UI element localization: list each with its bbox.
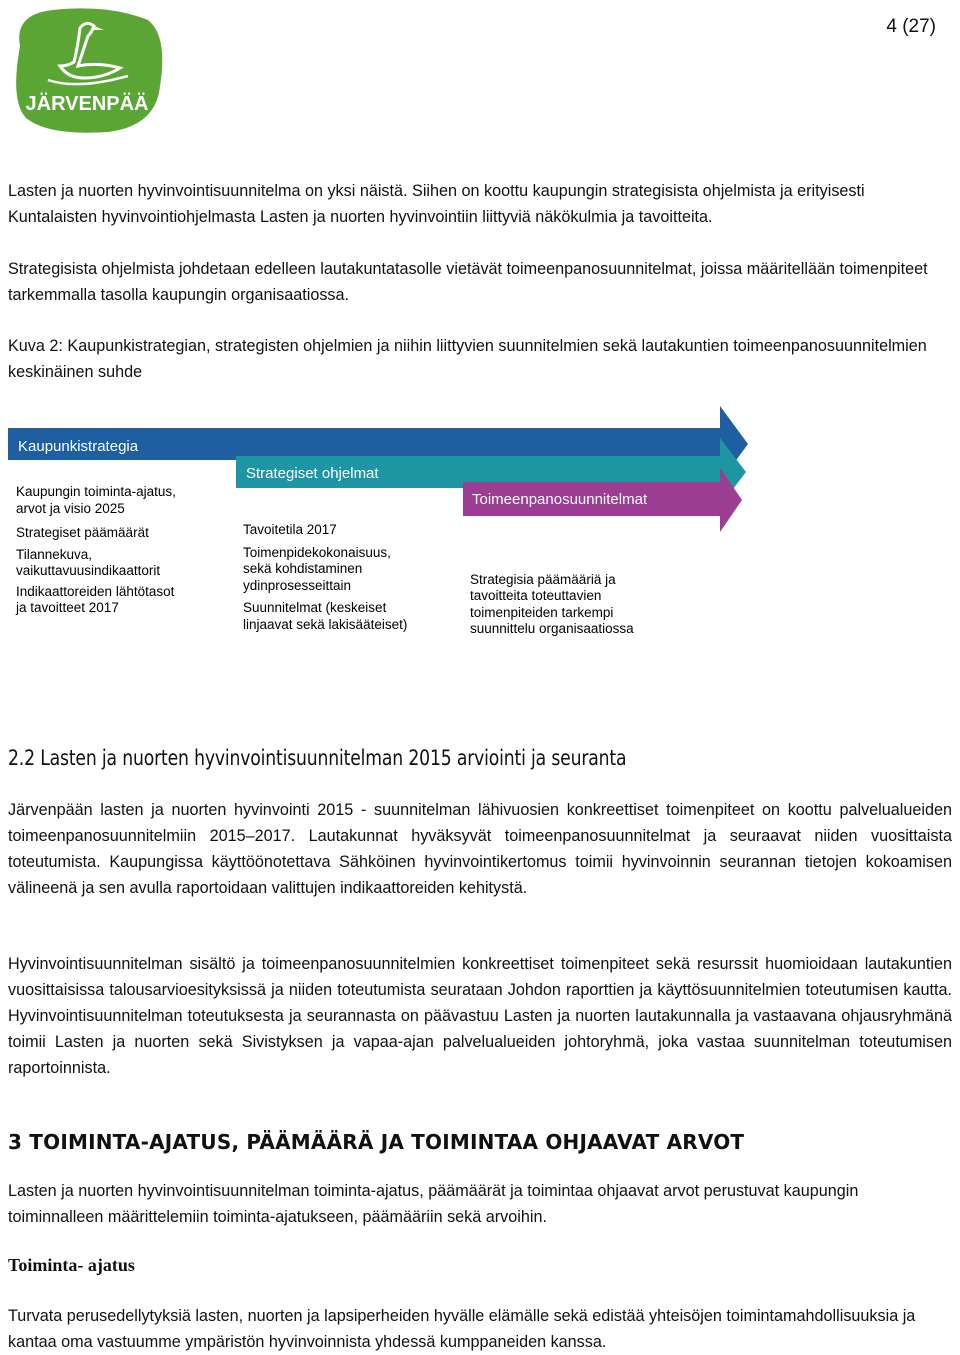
arrow2-line: Suunnitelmat (keskeiset [243, 600, 387, 615]
paragraph-monitoring: Hyvinvointisuunnitelman sisältö ja toimeenpanosuunnitelmien konkreettiset toimenpiteet sekä resurssit huomioidaan lautakuntien vuosittaisissa talousarvioesityksissä ja niiden toteutumista seurataan Johdon raporttien ja käyttösuunnitelmien toteutumisen kautta. Hyvinvointisuunnitelman toteutuksesta ja seurannasta on päävastuu Lasten ja nuorten lautakunnalla ja vastaavana ohjausryhmänä toimii Lasten ja nuorten sekä Sivistyksen ja vapaa-ajan palvelualueiden johtoryhmä, joka vastaa suunnitelman toteutumisen raportoinnista. [8, 955, 952, 1077]
arrow2-line: Toimenpidekokonaisuus, [243, 545, 391, 560]
figure-caption: Kuva 2: Kaupunkistrategian, strategisten ohjelmien ja niihin liittyvien suunnitelmien sekä lautakuntien toimeenpanosuunnitelmien keskinäinen suhde [8, 337, 927, 381]
arrow3-line: tavoitteita toteuttavien [470, 588, 602, 603]
arrow1-line: Indikaattoreiden lähtötasot [16, 584, 175, 599]
paragraph-mission: Turvata perusedellytyksiä lasten, nuorten ja lapsiperheiden hyvälle elämälle sekä edistää yhteisöjen toimintamahdollisuuksia ja kantaa oma vastuumme ympäristön hyvinvoinnista yhdessä kumppaneiden kanssa. [8, 1307, 916, 1351]
paragraph-values-intro: Lasten ja nuorten hyvinvointisuunnitelman toiminta-ajatus, päämäärät ja toimintaa ohjaavat arvot perustuvat kaupungin toiminnalleen määrittelemiin toiminta-ajatukseen, päämääriin sekä arvoihin. [8, 1182, 859, 1226]
paragraph-strategies: Strategisista ohjelmista johdetaan edelleen lautakuntatasolle vietävät toimeenpanosuunnitelmat, joissa määritellään toimenpiteet tarkemmalla tasolla kaupungin organisaatiossa. [8, 260, 928, 304]
arrow1-line: arvot ja visio 2025 [16, 501, 125, 516]
arrow1-title: Kaupunkistrategia [18, 438, 139, 455]
arrow2-line: ydinprosesseittain [243, 578, 352, 593]
jarvenpaa-logo [8, 6, 166, 136]
page-number: 4 (27) [886, 16, 936, 37]
subheading-toiminta-ajatus: Toiminta- ajatus [8, 1255, 135, 1275]
section-heading-2-2: 2.2 Lasten ja nuorten hyvinvointisuunnitelman 2015 arviointi ja seuranta [8, 746, 627, 770]
arrow1-line: Strategiset päämäärät [16, 525, 149, 540]
arrow3-line: suunnittelu organisaatiossa [470, 621, 634, 636]
arrow2-title: Strategiset ohjelmat [246, 465, 379, 482]
arrow1-line: Kaupungin toiminta-ajatus, [16, 484, 176, 499]
strategy-diagram [8, 400, 760, 690]
section-heading-3: 3 TOIMINTA-AJATUS, PÄÄMÄÄRÄ JA TOIMINTAA OHJAAVAT ARVOT [8, 1130, 745, 1154]
arrow3-title: Toimeenpanosuunnitelmat [472, 491, 648, 508]
arrow1-line: ja tavoitteet 2017 [16, 600, 119, 615]
arrow2-line: linjaavat sekä lakisääteiset) [243, 617, 408, 632]
arrow1-line: Tilannekuva, [16, 547, 93, 562]
logo-text: JÄRVENPÄÄ [25, 93, 149, 115]
arrow2-line: sekä kohdistaminen [243, 561, 363, 576]
paragraph-intro: Lasten ja nuorten hyvinvointisuunnitelma on yksi näistä. Siihen on koottu kaupungin strategisista ohjelmista ja erityisesti Kuntalaisten hyvinvointiohjelmasta Lasten ja nuorten hyvinvointiin liittyviä näkökulmia ja tavoitteita. [8, 182, 865, 226]
paragraph-implementation: Järvenpään lasten ja nuorten hyvinvointi 2015 - suunnitelman lähivuosien konkreettiset toimenpiteet on koottu palvelualueiden toimeenpanosuunnitelmiin 2015–2017. Lautakunnat hyväksyvät toimeenpanosuunnitelmat ja seuraavat niiden vuosittaista toteutumista. Kaupungissa käyttöönotettava Sähköinen hyvinvointikertomus toimii hyvinvoinnin seurannan tietojen kokoamisen välineenä ja sen avulla raportoidaan valittujen indikaattoreiden kehitystä. [8, 801, 952, 897]
arrow2-line: Tavoitetila 2017 [243, 522, 337, 537]
arrow1-line: vaikuttavuusindikaattorit [16, 563, 161, 578]
arrow3-line: toimenpiteiden tarkempi [470, 605, 614, 620]
arrow3-line: Strategisia päämääriä ja [470, 572, 616, 587]
